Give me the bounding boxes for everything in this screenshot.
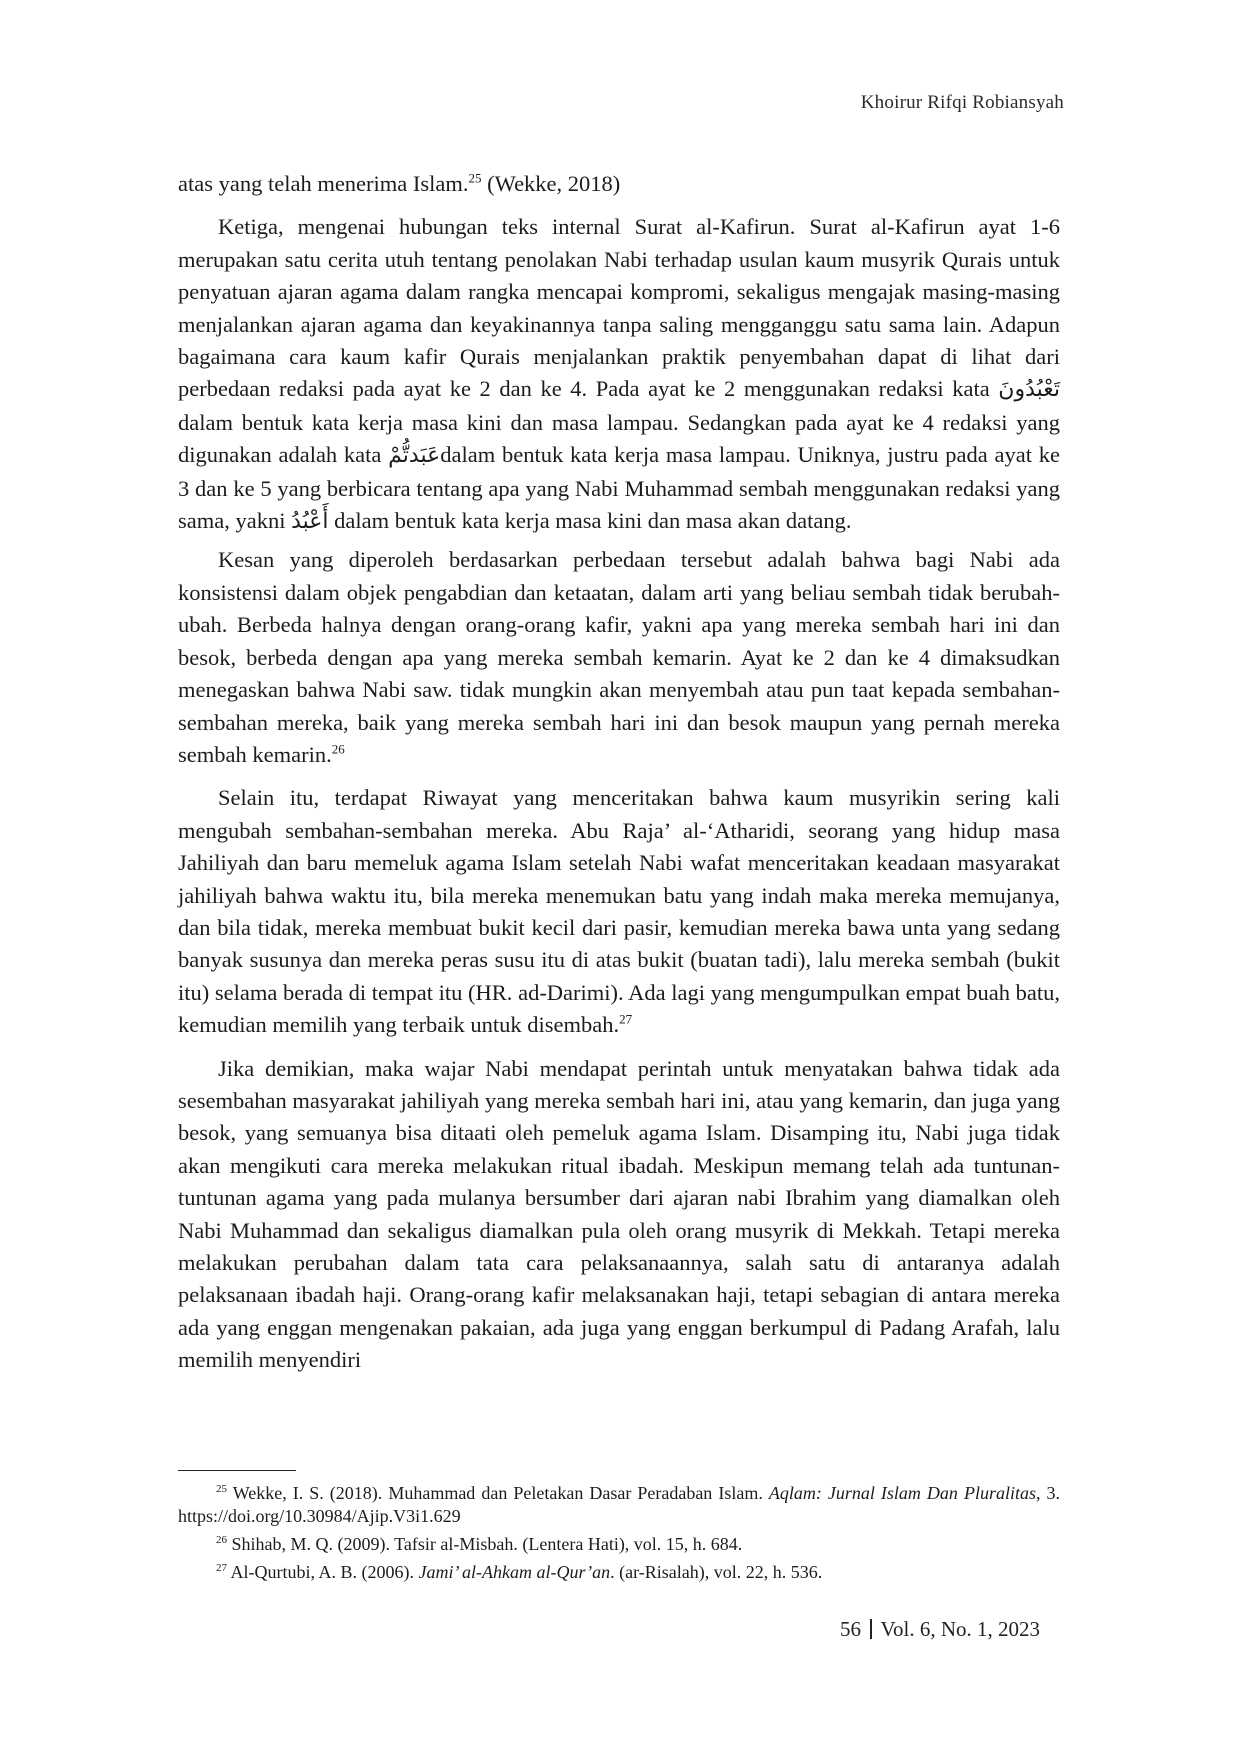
paragraph-continuation bbox=[178, 168, 1060, 200]
footnote-text: Wekke, I. S. (2018). Muhammad dan Peletakan Dasar Peradaban Islam. bbox=[232, 1483, 769, 1503]
paragraph-text: Selain itu, terdapat Riwayat yang menceritakan bahwa kaum musyrikin sering kali mengubah sembahan-sembahan mereka. Abu Raja’ al-‘Atharidi, seorang yang hidup masa Jahiliyah dan baru memeluk agama Islam setelah Nabi wafat menceritakan keadaan masyarakat jahiliyah bahwa waktu itu, bila mereka menemukan batu yang indah maka mereka memujanya, dan bila tidak, mereka membuat bukit kecil dari pasir, kemudian mereka bawa unta yang sedang banyak susunya dan mereka peras susu itu di atas bukit (buatan tadi), lalu mereka sembah (bukit itu) selama berada di tempat itu (HR. ad-Darimi). Ada lagi yang mengumpulkan empat buah batu, kemudian memilih yang terbaik untuk disembah. bbox=[178, 785, 1060, 1038]
footnote-text: Shihab, M. Q. (2009). Tafsir al-Misbah. (Lentera Hati), vol. 15, h. 684. bbox=[231, 1534, 743, 1554]
footnotes bbox=[178, 1482, 1060, 1589]
journal-title: Aqlam: Jurnal Islam Dan Pluralitas bbox=[768, 1483, 1036, 1503]
paragraph-text: atas yang telah menerima Islam. bbox=[178, 171, 469, 196]
footnote-ref-25[interactable]: 25 bbox=[468, 170, 482, 186]
running-head-author: Khoirur Rifqi Robiansyah bbox=[860, 92, 1064, 113]
footnote-26 bbox=[178, 1533, 1060, 1556]
paragraph-text: Ketiga, mengenai hubungan teks internal Surat al-Kafirun. Surat al-Kafirun ayat 1-6 merupakan satu cerita utuh tentang penolakan Nabi terhadap usulan kaum musyrik Qurais untuk penyatuan ajaran agama dalam rangka mencapai kompromi, sekaligus mengajak masing-masing menjalankan ajaran agama dan keyakinannya tanpa saling mengganggu satu sama lain. Adapun bagaimana cara kaum kafir Qurais menjalankan praktik penyembahan dapat di lihat dari perbedaan redaksi pada ayat ke 2 dan ke 4. Pada ayat ke 2 menggunakan redaksi kata bbox=[178, 214, 1060, 402]
footnote-number: 26 bbox=[216, 1534, 227, 1546]
page-number: 56 bbox=[839, 1617, 861, 1641]
citation: (Wekke, 2018) bbox=[481, 171, 621, 196]
arabic-word-abudu: أَعْبُدُ bbox=[291, 509, 329, 535]
paragraph-kesan bbox=[178, 544, 1060, 771]
arabic-word-tabuduna: تَعْبُدُونَ bbox=[998, 377, 1060, 403]
volume-info: Vol. 6, No. 1, 2023 bbox=[880, 1617, 1040, 1641]
footnote-ref-26[interactable]: 26 bbox=[331, 741, 345, 757]
paragraph-selain bbox=[178, 782, 1060, 1041]
body-text bbox=[178, 168, 1060, 1388]
footnote-text: . (ar-Risalah), vol. 22, h. 536. bbox=[610, 1562, 823, 1582]
footnote-27 bbox=[178, 1561, 1060, 1584]
page-footer bbox=[840, 1617, 1040, 1642]
paragraph-text: dalam bentuk kata kerja masa lampau. Uniknya, justru pada ayat ke 3 dan ke 5 yang berbicara tentang apa yang Nabi Muhammad sembah menggunakan redaksi yang sama, yakni bbox=[178, 442, 1060, 534]
paragraph-ketiga bbox=[178, 211, 1060, 538]
paragraph-text: dalam bentuk kata kerja masa kini dan masa lampau. Sedangkan pada ayat ke 4 redaksi yang digunakan adalah kata bbox=[178, 409, 1060, 468]
paragraph-jika bbox=[178, 1053, 1060, 1377]
footnote-number: 27 bbox=[216, 1562, 227, 1574]
paragraph-text: dalam bentuk kata kerja masa kini dan masa akan datang. bbox=[328, 508, 852, 534]
footnote-number: 25 bbox=[216, 1483, 227, 1495]
paragraph-text: Kesan yang diperoleh berdasarkan perbedaan tersebut adalah bahwa bagi Nabi ada konsistensi dalam objek pengabdian dan ketaatan, dalam arti yang beliau sembah tidak berubah-ubah. Berbeda halnya dengan orang-orang kafir, yakni apa yang mereka sembah hari ini dan besok, berbeda dengan apa yang mereka sembah kemarin. Ayat ke 2 dan ke 4 dimaksudkan menegaskan bahwa Nabi saw. tidak mungkin akan menyembah atau pun taat kepada sembahan-sembahan mereka, baik yang mereka sembah hari ini dan besok maupun yang pernah mereka sembah kemarin. bbox=[178, 547, 1060, 767]
paragraph-text: Jika demikian, maka wajar Nabi mendapat perintah untuk menyatakan bahwa tidak ada sesembahan masyarakat jahiliyah yang mereka sembah hari ini, atau yang kemarin, dan juga yang besok, yang semuanya bisa ditaati oleh pemeluk agama Islam. Disamping itu, Nabi juga tidak akan mengikuti cara mereka melakukan ritual ibadah. Meskipun memang telah ada tuntunan-tuntunan agama yang pada mulanya bersumber dari ajaran nabi Ibrahim yang diamalkan oleh Nabi Muhammad dan sekaligus diamalkan pula oleh orang musyrik di Mekkah. Tetapi mereka melakukan perubahan dalam tata cara pelaksanaannya, salah satu di antaranya adalah pelaksanaan ibadah haji. Orang-orang kafir melaksanakan haji, tetapi sebagian di antara mereka ada yang enggan mengenakan pakaian, ada juga yang enggan berkumpul di Padang Arafah, lalu memilih menyendiri bbox=[178, 1055, 1060, 1373]
arabic-word-abadtum: عَبَدتُّمْ bbox=[388, 443, 441, 469]
footnote-text: Al-Qurtubi, A. B. (2006). bbox=[230, 1562, 419, 1582]
footnote-separator bbox=[178, 1470, 296, 1471]
footnote-text: , 3. https://doi.org/10.30984/Ajip.V3i1.629 bbox=[178, 1483, 1060, 1526]
footnote-ref-27[interactable]: 27 bbox=[619, 1011, 633, 1027]
footnote-25 bbox=[178, 1482, 1060, 1528]
footer-separator bbox=[870, 1619, 872, 1639]
book-title: Jami’ al-Ahkam al-Qur’an bbox=[418, 1562, 611, 1582]
